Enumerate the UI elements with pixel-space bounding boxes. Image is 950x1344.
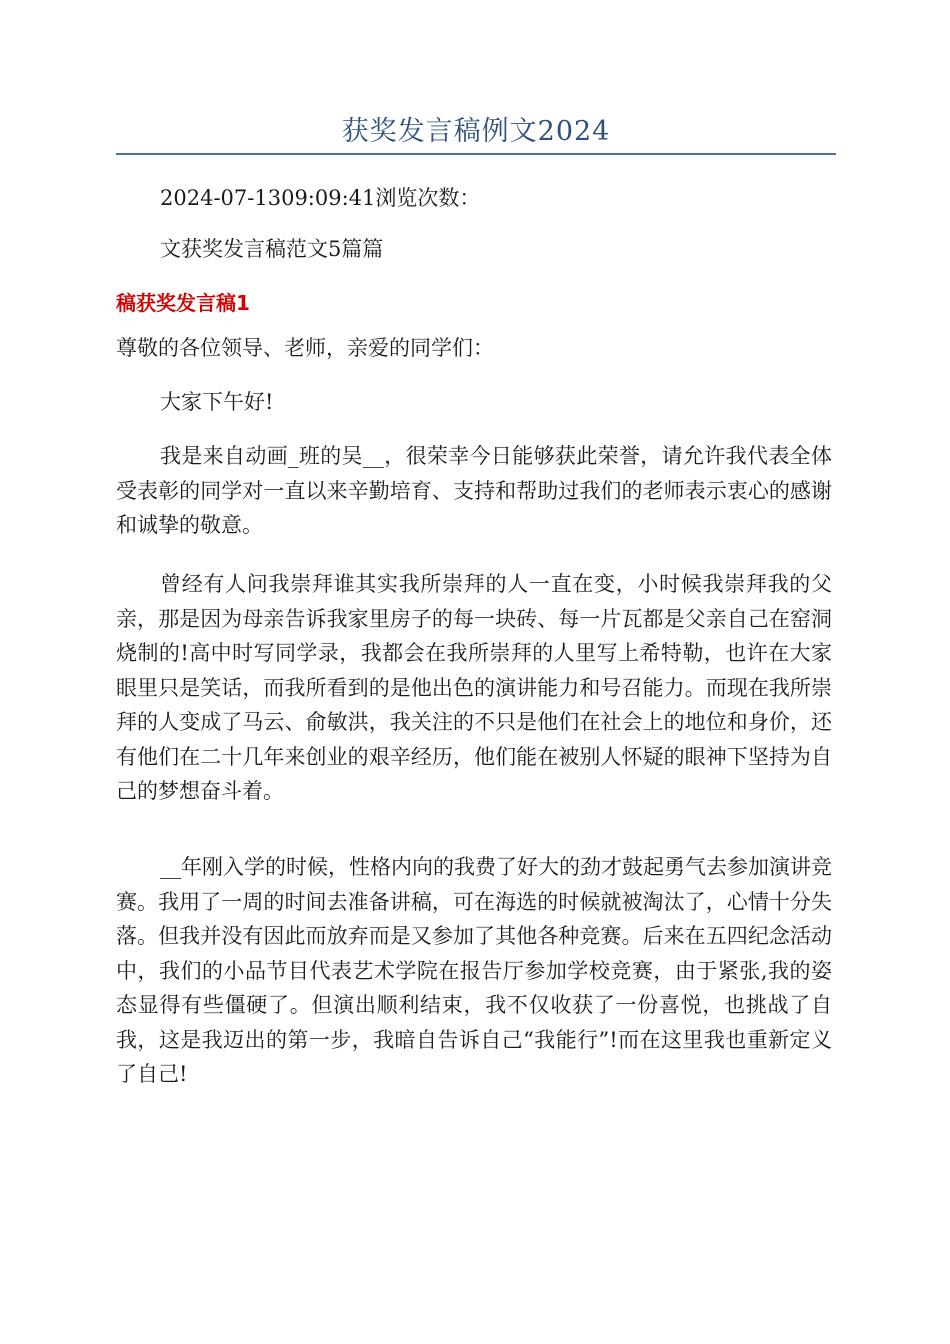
paragraph-admiration: 曾经有人问我崇拜谁其实我所崇拜的人一直在变，小时候我崇拜我的父亲，那是因为母亲告诉我家里房子的每一块砖、每一片瓦都是父亲自己在窑洞烧制的!高中时写同学录，我都会在我所崇拜的人里写上希特勒，也许在大家眼里只是笑话，而我所看到的是他出色的演讲能力和号召能力。而现在我所崇拜的人变成了马云、俞敏洪，我关注的不只是他们在社会上的地位和身价，还有他们在二十几年来创业的艰辛经历，他们能在被别人怀疑的眼神下坚持为自己的梦想奋斗着。 (116, 572, 832, 803)
title-underline (116, 153, 836, 155)
meta-line: 2024-07-1309:09:41浏览次数： (160, 186, 481, 210)
section-heading: 稿获奖发言稿1 (116, 291, 250, 315)
paragraph-greeting: 大家下午好! (160, 390, 274, 414)
document-subtitle: 文获奖发言稿范文5篇篇 (160, 237, 384, 261)
document-title: 获奖发言稿例文2024 (341, 116, 611, 147)
paragraph-thanks: 我是来自动画_班的吴__，很荣幸今日能够获此荣誉，请允许我代表全体受表彰的同学对一直以来辛勤培育、支持和帮助过我们的老师表示衷心的感谢和诚挚的敬意。 (116, 444, 832, 537)
paragraph-experience: __年刚入学的时候，性格内向的我费了好大的劲才鼓起勇气去参加演讲竞赛。我用了一周的时间去准备讲稿，可在海选的时候就被淘汰了，心情十分失落。但我并没有因此而放弃而是又参加了其他各种竞赛。后来在五四纪念活动中，我们的小品节目代表艺术学院在报告厅参加学校竞赛，由于紧张,我的姿态显得有些僵硬了。但演出顺利结束，我不仅收获了一份喜悦，也挑战了自我，这是我迈出的第一步，我暗自告诉自己“我能行”!而在这里我也重新定义了自己! (116, 855, 832, 1086)
paragraph-salutation: 尊敬的各位领导、老师，亲爱的同学们： (116, 336, 494, 360)
